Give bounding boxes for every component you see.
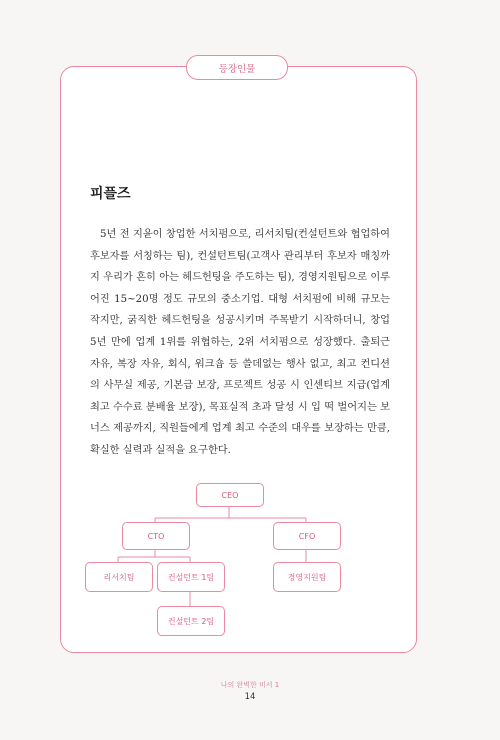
org-node-cto: CTO — [122, 522, 190, 550]
description-paragraph: 5년 전 지윤이 창업한 서치펌으로, 리서치팀(컨설턴트와 협업하여 후보자를 서칭하는 팀), 컨설턴트팀(고객사 관리부터 후보자 매칭까지 우리가 흔히 아는 헤드헌팅을 주도하는 팀), 경영지원팀으로 이루어진 15~20명 정도 규모의 중소기업. 대형 서치펌에 비해 규모는 작지만, 굵직한 헤드헌팅을 성공시키며 주목받기 시작하더니, 창업 5년 만에 업계 1위를 위협하는, 2위 서치펌으로 성장했다. 출퇴근 자유, 복장 자유, 회식, 워크숍 등 쓸데없는 행사 없고, 최고 컨디션의 사무실 제공, 기본급 보장, 프로젝트 성공 시 인센티브 지급(업계 최고 수수료 분배율 보장), 목표실적 초과 달성 시 입 떡 벌어지는 보너스 제공까지, 직원들에게 업계 최고 수준의 대우를 보장하는 만큼, 확실한 실력과 실적을 요구한다. — [90, 229, 390, 456]
org-node-consultant-team-2: 컨설턴트 2팀 — [157, 606, 225, 636]
section-heading: 피플즈 — [90, 186, 131, 202]
org-node-research-team: 리서치팀 — [85, 562, 153, 592]
org-node-consultant-team-1: 컨설턴트 1팀 — [157, 562, 225, 592]
org-node-management-team: 경영지원팀 — [273, 562, 341, 592]
page-number: 14 — [244, 692, 256, 702]
org-node-cfo: CFO — [273, 522, 341, 550]
section-tab: 등장인물 — [186, 55, 288, 80]
running-footer-title: 나의 완벽한 비서 1 — [220, 681, 280, 689]
org-node-ceo: CEO — [196, 483, 264, 507]
